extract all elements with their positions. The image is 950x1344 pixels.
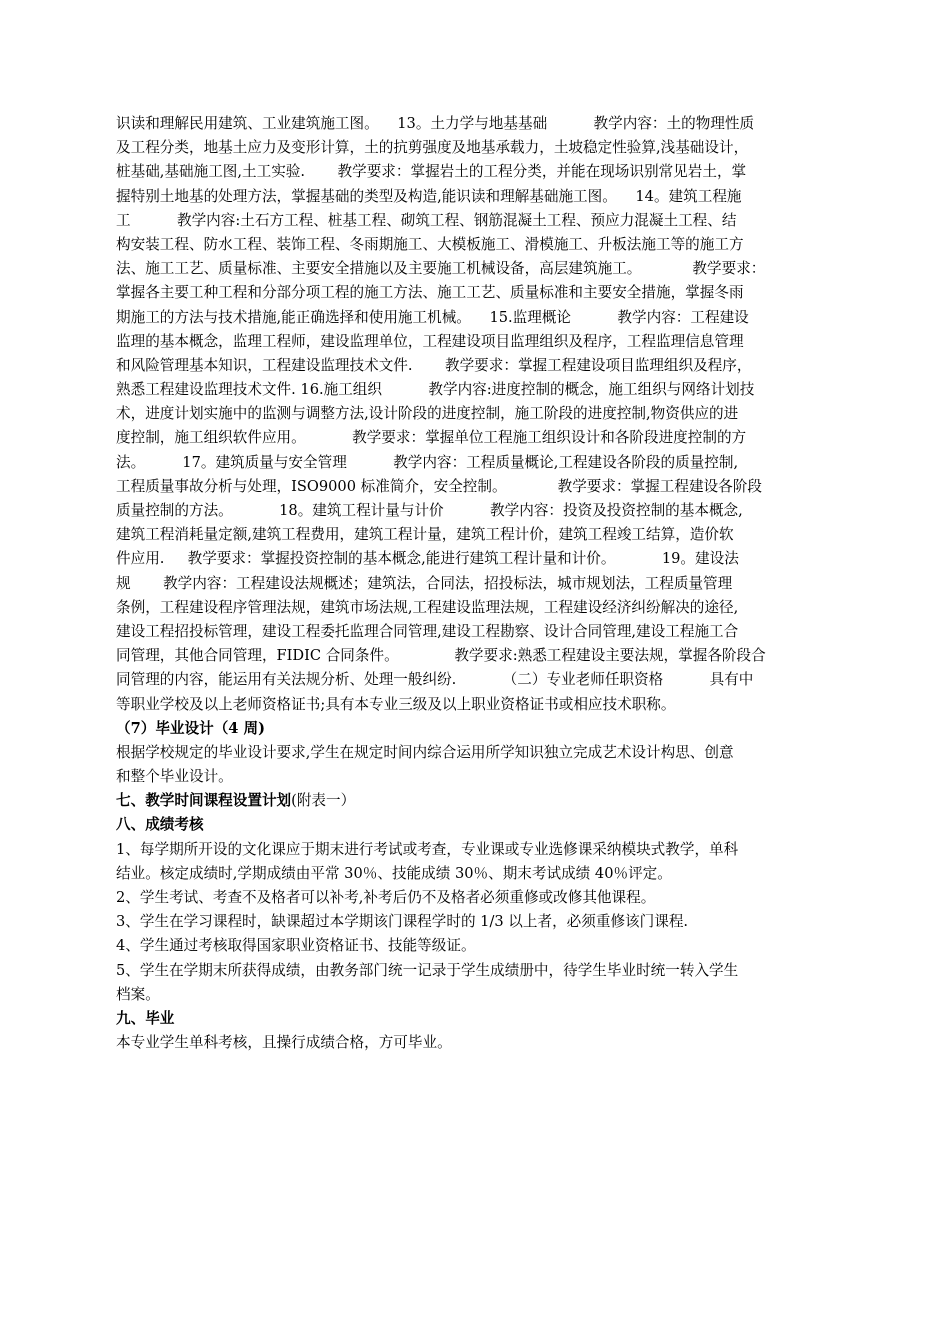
text-line: 建筑工程消耗量定额,建筑工程费用，建筑工程计量，建筑工程计价，建筑工程竣工结算，造价软	[116, 526, 734, 544]
text-line: 条例，工程建设程序管理法规，建筑市场法规,工程建设监理法规，工程建设经济纠纷解决的途径,	[116, 598, 739, 616]
text-line: 识读和理解民用建筑、工业建筑施工图。 13。土力学与地基基础 教学内容：土的物理性质	[116, 115, 755, 132]
text-line: 同管理的内容，能运用有关法规分析、处理一般纠纷. （二）专业老师任职资格 具有中	[116, 671, 754, 689]
text-line: 法、施工工艺、质量标准、主要安全措施以及主要施工机械设备，高层建筑施工。 教学要求：	[116, 260, 766, 278]
section-9-text: 本专业学生单科考核，且操行成绩合格，方可毕业。	[116, 1034, 452, 1052]
list-item-line: 2、学生考试、考查不及格者可以补考,补考后仍不及格者必须重修或改修其他课程。	[116, 889, 656, 906]
graduation-design-heading: （7）毕业设计（4 周)	[116, 719, 266, 737]
text-line: 和整个毕业设计。	[116, 768, 233, 786]
text-line: 期施工的方法与技术措施,能正确选择和使用施工机械。 15.监理概论 教学内容：工程建设	[116, 308, 749, 326]
text-line: 桩基础,基础施工图,土工实验. 教学要求：掌握岩土的工程分类，并能在现场识别常见岩土，掌	[116, 163, 747, 181]
list-item-line: 3、学生在学习课程时，缺课超过本学期该门课程学时的 1/3 以上者，必须重修该门课程.	[116, 913, 689, 931]
text-line: 根据学校规定的毕业设计要求,学生在规定时间内综合运用所学知识独立完成艺术设计构思、创意	[116, 743, 734, 761]
text-line: 握特别土地基的处理方法，掌握基础的类型及构造,能识读和理解基础施工图。 14。建筑工程施	[116, 187, 742, 205]
course-descriptions-paragraph	[116, 112, 838, 717]
graduation-design-paragraph	[116, 741, 838, 789]
list-item-line: 5、学生在学期末所获得成绩，由教务部门统一记录于学生成绩册中，待学生毕业时统一转入学生	[116, 961, 739, 979]
text-line: 建设工程招投标管理，建设工程委托监理合同管理,建设工程勘察、设计合同管理,建设工程施工合	[116, 622, 739, 640]
text-line: 法。 17。建筑质量与安全管理 教学内容：工程质量概论,工程建设各阶段的质量控制,	[116, 453, 739, 471]
text-line: 工 教学内容:土石方工程、桩基工程、砌筑工程、钢筋混凝土工程、预应力混凝土工程、结	[116, 211, 737, 229]
text-line: 术，进度计划实施中的监测与调整方法,设计阶段的进度控制，施工阶段的进度控制,物资供应的进	[116, 405, 739, 423]
section-7-heading	[116, 789, 838, 813]
text-line: 度控制，施工组织软件应用。 教学要求：掌握单位工程施工组织设计和各阶段进度控制的方	[116, 429, 747, 447]
text-line: 等职业学校及以上老师资格证书;具有本专业三级及以上职业资格证书或相应技术职称。	[116, 695, 676, 713]
text-line: 规 教学内容：工程建设法规概述；建筑法，合同法，招投标法，城市规划法，工程质量管理	[116, 574, 733, 592]
text-line: 件应用. 教学要求：掌握投资控制的基本概念,能进行建筑工程计量和计价。 19。建设法	[116, 550, 739, 568]
section-7-heading-note: (附表一）	[291, 792, 356, 810]
text-line: 和风险管理基本知识，工程建设监理技术文件. 教学要求：掌握工程建设项目监理组织及程序，	[116, 356, 752, 374]
text-line: 监理的基本概念，监理工程师，建设监理单位，工程建设项目监理组织及程序，工程监理信息管理	[116, 332, 744, 350]
text-line: 质量控制的方法。 18。建筑工程计量与计价 教学内容：投资及投资控制的基本概念,	[116, 502, 743, 519]
list-item-line: 1、每学期所开设的文化课应于期末进行考试或考查，专业课或专业选修课采纳模块式教学，单科	[116, 840, 739, 858]
text-line: 构安装工程、防水工程、装饰工程、冬雨期施工、大模板施工、滑模施工、升板法施工等的施工方	[116, 235, 744, 253]
list-item-line: 结业。核定成绩时,学期成绩由平常 30％、技能成绩 30％、期末考试成绩 40％评定。	[116, 864, 672, 882]
section-7-heading-title: 七、教学时间课程设置计划	[116, 792, 292, 810]
text-line: 及工程分类，地基土应力及变形计算，土的抗剪强度及地基承载力，土坡稳定性验算,浅基础设计，	[116, 139, 749, 157]
document-body	[116, 112, 838, 1055]
text-line: 掌握各主要工种工程和分部分项工程的施工方法、施工工艺、质量标准和主要安全措施，掌握冬雨	[116, 284, 744, 302]
grading-list	[116, 838, 838, 1007]
section-9-heading: 九、毕业	[116, 1009, 175, 1027]
text-line: 熟悉工程建设监理技术文件. 16.施工组织 教学内容:进度控制的概念，施工组织与网络计划技	[116, 381, 755, 399]
text-line: 工程质量事故分析与处理，ISO9000 标准简介，安全控制。 教学要求：掌握工程建设各阶段	[116, 477, 762, 495]
section-8-heading: 八、成绩考核	[116, 816, 204, 834]
list-item-line: 4、学生通过考核取得国家职业资格证书、技能等级证。	[116, 937, 476, 955]
list-item-line: 档案。	[116, 985, 160, 1003]
text-line: 同管理，其他合同管理，FIDIC 合同条件。 教学要求:熟悉工程建设主要法规，掌握各阶段合	[116, 647, 766, 665]
